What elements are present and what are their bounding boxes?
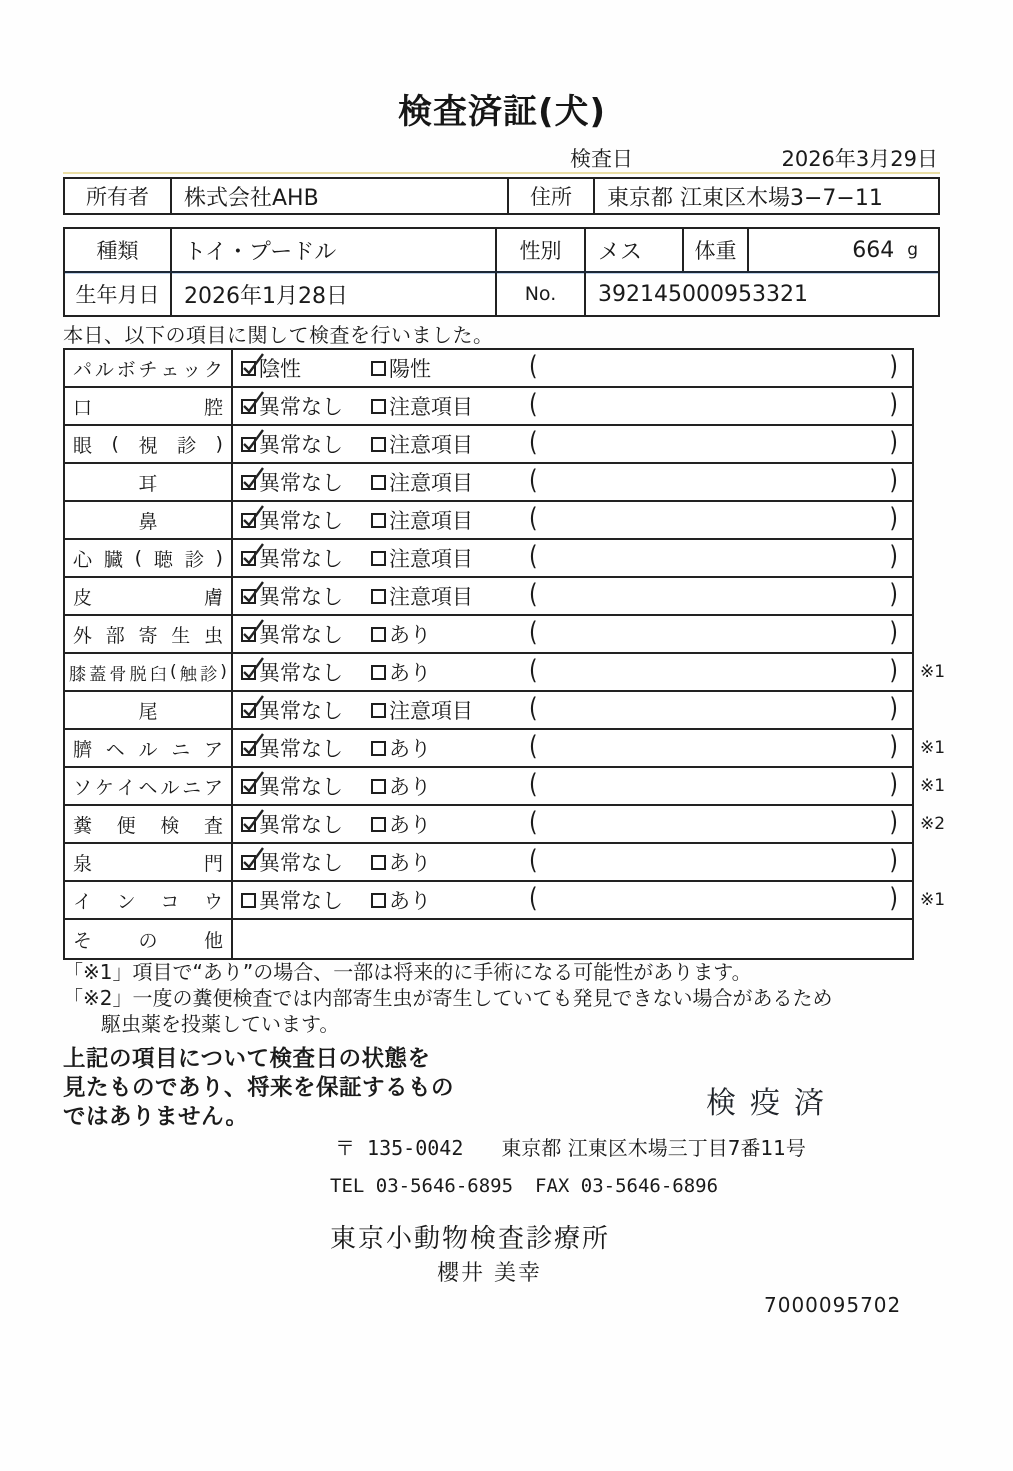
checklist-option — [371, 350, 431, 386]
checklist-option — [241, 540, 343, 576]
label-char: 診 — [200, 664, 218, 685]
option-label: 注意項目 — [389, 433, 473, 457]
checklist-option — [241, 692, 343, 728]
paren-close: ) — [889, 466, 898, 496]
check-mark-icon — [240, 428, 267, 455]
label-char: ン — [116, 890, 136, 913]
checklist-options — [233, 920, 912, 958]
checkbox-unchecked[interactable] — [371, 361, 386, 376]
label-char: 他 — [203, 929, 223, 952]
checklist-options — [233, 844, 912, 880]
checkbox-unchecked[interactable] — [371, 703, 386, 718]
label-char: ケ — [94, 776, 114, 799]
check-mark-icon — [240, 846, 267, 873]
disclaimer-line-3: ではありません。 — [63, 1104, 249, 1130]
label-char: ル — [94, 358, 114, 381]
birth-label: 生年月日 — [75, 283, 160, 307]
checkbox-unchecked[interactable] — [371, 551, 386, 566]
checkbox-checked[interactable] — [241, 855, 256, 870]
footnotes — [63, 959, 832, 1037]
option-label: あり — [389, 775, 431, 799]
option-label: 注意項目 — [389, 509, 473, 533]
option-label: 異常なし — [259, 851, 343, 875]
checkbox-checked[interactable] — [241, 741, 256, 756]
label-char: 虫 — [203, 624, 223, 647]
option-label: 異常なし — [259, 471, 343, 495]
check-mark-icon — [240, 390, 267, 417]
label-char: 骨 — [109, 664, 127, 685]
inspection-date — [570, 143, 938, 173]
checklist-row — [65, 540, 912, 578]
checklist-item-label — [65, 464, 233, 500]
paren-close: ) — [889, 770, 898, 800]
paren-close: ) — [889, 352, 898, 382]
checkbox-checked[interactable] — [241, 589, 256, 604]
checklist-option — [241, 426, 343, 462]
paren-close: ) — [889, 580, 898, 610]
paren-open: ( — [529, 504, 538, 534]
label-char: 触 — [179, 664, 197, 685]
paren-open: ( — [529, 618, 538, 648]
checklist-option — [241, 730, 343, 766]
option-label: 異常なし — [259, 737, 343, 761]
clinic-street-address: 東京都 江東区木場三丁目7番11号 — [501, 1136, 806, 1160]
intro-sentence: 本日、以下の項目に関して検査を行いました。 — [63, 323, 494, 347]
checkbox-unchecked[interactable] — [241, 893, 256, 908]
paren-open: ( — [529, 732, 538, 762]
page-title: 検査済証(犬) — [398, 92, 607, 132]
birth-value: 2026年1月28日 — [170, 273, 495, 315]
option-label: 異常なし — [259, 813, 343, 837]
reference-mark: ※2 — [920, 814, 946, 834]
label-char: ル — [138, 738, 158, 761]
address-value: 東京都 江東区木場3−7−11 — [593, 179, 938, 213]
checkbox-checked[interactable] — [241, 665, 256, 680]
checklist-row — [65, 844, 912, 882]
check-mark-icon — [240, 466, 267, 493]
checklist-row — [65, 616, 912, 654]
option-label: 異常なし — [259, 509, 343, 533]
checklist-item-label — [65, 578, 233, 614]
footnote-1: 「※1」項目で“あり”の場合、一部は将来的に手術になる可能性があります。 — [63, 960, 752, 984]
label-char: チ — [138, 358, 158, 381]
label-char: 腔 — [203, 396, 223, 419]
paren-close: ) — [889, 428, 898, 458]
tel-fax-line — [330, 1175, 718, 1197]
checklist-row — [65, 654, 946, 692]
label-char: コ — [160, 890, 180, 913]
breed-label: 種類 — [96, 239, 139, 263]
checklist-option — [241, 388, 343, 424]
checklist-option — [241, 882, 343, 918]
label-char: ル — [160, 776, 180, 799]
checkbox-checked[interactable] — [241, 779, 256, 794]
sex-label: 性別 — [495, 229, 584, 271]
paren-open: ( — [529, 808, 538, 838]
label-char: ) — [215, 433, 223, 455]
label-char: 臓 — [103, 548, 123, 571]
checklist-option — [241, 768, 343, 804]
checklist-row — [65, 692, 912, 730]
checklist-option — [371, 388, 473, 424]
checklist-row — [65, 464, 912, 502]
checklist-options — [233, 768, 912, 804]
label-char: ( — [170, 662, 177, 682]
checkbox-unchecked[interactable] — [371, 627, 386, 642]
checklist-item-label — [65, 920, 233, 958]
checklist-options — [233, 692, 912, 728]
label-char: 生 — [171, 624, 191, 647]
fax-number: FAX 03-5646-6896 — [535, 1175, 719, 1197]
label-char: 脱 — [129, 664, 147, 685]
inspection-date-value: 2026年3月29日 — [781, 147, 938, 171]
checklist-options — [233, 540, 912, 576]
checklist-options — [233, 882, 912, 918]
info-row-birth — [65, 273, 938, 315]
option-label: 注意項目 — [389, 471, 473, 495]
option-label: あり — [389, 813, 431, 837]
sex-value: メス — [584, 229, 682, 271]
reference-mark: ※1 — [920, 662, 946, 682]
option-label: 注意項目 — [389, 395, 473, 419]
tel-number: TEL 03-5646-6895 — [330, 1175, 514, 1197]
checkbox-checked[interactable] — [241, 475, 256, 490]
option-label: 異常なし — [259, 433, 343, 457]
checklist-option — [371, 502, 473, 538]
paren-open: ( — [529, 542, 538, 572]
label-char: 糞 — [73, 814, 93, 837]
checklist-table — [63, 348, 946, 960]
label-char: ソ — [73, 776, 93, 799]
checklist-option — [371, 654, 431, 690]
reference-mark: ※1 — [920, 890, 946, 910]
checkbox-unchecked[interactable] — [371, 475, 386, 490]
paren-open: ( — [529, 352, 538, 382]
checklist-option — [371, 730, 431, 766]
label-char: 門 — [203, 852, 223, 875]
examiner-name: 櫻井 美幸 — [437, 1261, 542, 1286]
label-char: ( — [111, 433, 119, 455]
option-label: 異常なし — [259, 889, 343, 913]
checklist-option — [371, 768, 431, 804]
option-label: 陽性 — [389, 357, 431, 381]
checklist-option — [241, 350, 301, 386]
label-char: 蓋 — [89, 664, 107, 685]
no-value: 392145000953321 — [584, 273, 938, 315]
checklist-option — [241, 844, 343, 880]
paren-open: ( — [529, 580, 538, 610]
label-char: 寄 — [138, 624, 158, 647]
checklist-options — [233, 464, 912, 500]
checkbox-unchecked[interactable] — [371, 893, 386, 908]
option-label: 異常なし — [259, 623, 343, 647]
label-char: 膝 — [69, 664, 86, 685]
check-mark-icon — [240, 580, 267, 607]
checkbox-unchecked[interactable] — [371, 399, 386, 414]
label-char: ) — [220, 662, 227, 682]
option-label: 異常なし — [259, 661, 343, 685]
quarantine-stamp: 検疫済 — [706, 1086, 838, 1121]
paren-open: ( — [529, 884, 538, 914]
label-char: ( — [134, 547, 143, 569]
option-label: 異常なし — [259, 699, 343, 723]
checklist-item-label — [65, 388, 233, 424]
option-label: あり — [389, 889, 431, 913]
label-char: ウ — [203, 890, 223, 913]
label-char: 膚 — [203, 586, 223, 609]
label-char: ボ — [116, 358, 136, 381]
reference-mark: ※1 — [920, 776, 946, 796]
address-label: 住所 — [507, 179, 593, 213]
info-row-breed — [65, 229, 938, 273]
checklist-row — [65, 730, 946, 768]
info-table — [63, 227, 940, 317]
label-char: イ — [73, 890, 93, 913]
checkbox-checked[interactable] — [241, 513, 256, 528]
option-label: 陰性 — [259, 357, 301, 381]
checkbox-unchecked[interactable] — [371, 513, 386, 528]
checkbox-checked[interactable] — [241, 817, 256, 832]
checklist-options — [233, 388, 912, 424]
no-label: No. — [495, 273, 584, 315]
checklist-item-label — [65, 692, 233, 728]
label-char: ェ — [160, 358, 180, 381]
check-mark-icon — [240, 618, 267, 645]
label-char: 皮 — [73, 586, 93, 609]
checklist-option — [241, 578, 343, 614]
paren-open: ( — [529, 428, 538, 458]
checklist-options — [233, 502, 912, 538]
paren-open: ( — [529, 466, 538, 496]
label-char: 鼻 — [138, 510, 158, 533]
option-label: 注意項目 — [389, 699, 473, 723]
checkbox-checked[interactable] — [241, 551, 256, 566]
label-char: 心 — [73, 548, 93, 571]
checklist-item-label — [65, 502, 233, 538]
label-char: 診 — [177, 434, 197, 457]
check-mark-icon — [240, 656, 267, 683]
label-char: そ — [73, 929, 93, 952]
checkbox-unchecked[interactable] — [371, 665, 386, 680]
option-label: あり — [389, 851, 431, 875]
weight-value: 664 — [852, 237, 895, 263]
checklist-option — [371, 578, 473, 614]
owner-value: 株式会社AHB — [170, 179, 507, 213]
clinic-address-line — [335, 1132, 806, 1161]
label-char: ア — [203, 738, 223, 761]
checklist-row — [65, 426, 912, 464]
label-char: 臼 — [149, 664, 167, 685]
checklist-item-label — [65, 426, 233, 462]
label-char: の — [138, 929, 158, 952]
checkbox-unchecked[interactable] — [371, 589, 386, 604]
owner-label: 所有者 — [86, 185, 149, 209]
label-char: 口 — [73, 396, 93, 419]
checkbox-checked[interactable] — [241, 627, 256, 642]
label-char: 臍 — [73, 738, 93, 761]
check-mark-icon — [240, 542, 267, 569]
check-mark-icon — [240, 732, 267, 759]
checklist-item-label — [65, 882, 233, 918]
document-number: 7000095702 — [764, 1293, 902, 1317]
label-char: ア — [203, 776, 223, 799]
paren-close: ) — [889, 390, 898, 420]
checklist-row — [65, 920, 912, 958]
label-char: ニ — [171, 738, 191, 761]
checkbox-unchecked[interactable] — [371, 779, 386, 794]
label-char: 外 — [73, 624, 93, 647]
checklist-row — [65, 350, 912, 388]
footnote-2: 「※2」一度の糞便検査では内部寄生虫が寄生していても発見できない場合があるため — [63, 986, 833, 1010]
checklist-option — [371, 426, 473, 462]
paren-close: ) — [889, 656, 898, 686]
label-char: 便 — [116, 814, 136, 837]
checklist-options — [233, 578, 912, 614]
check-mark-icon — [240, 504, 267, 531]
paren-close: ) — [889, 694, 898, 724]
checklist-item-label — [65, 350, 233, 386]
checklist-option — [371, 464, 473, 500]
option-label: 注意項目 — [389, 547, 473, 571]
checklist-options — [233, 426, 912, 462]
label-char: ク — [203, 358, 223, 381]
label-char: 泉 — [73, 852, 93, 875]
paren-open: ( — [529, 846, 538, 876]
label-char: パ — [73, 358, 93, 381]
option-label: あり — [389, 661, 431, 685]
paren-open: ( — [529, 390, 538, 420]
label-char: 診 — [184, 548, 204, 571]
checklist-option — [241, 502, 343, 538]
paren-open: ( — [529, 694, 538, 724]
checklist-row — [65, 578, 912, 616]
checkbox-checked[interactable] — [241, 399, 256, 414]
reference-mark: ※1 — [920, 738, 946, 758]
option-label: 異常なし — [259, 395, 343, 419]
checklist-options — [233, 350, 912, 386]
owner-table — [63, 177, 940, 215]
footnote-2-cont: 駆虫薬を投薬しています。 — [101, 1012, 340, 1036]
label-char: 部 — [105, 624, 125, 647]
paren-close: ) — [889, 884, 898, 914]
checklist-item-label — [65, 540, 233, 576]
checklist-row — [65, 388, 912, 426]
option-label: あり — [389, 623, 431, 647]
weight-value-cell — [747, 229, 938, 271]
checkbox-checked[interactable] — [241, 437, 256, 452]
checklist-item-label — [65, 844, 233, 880]
checklist-option — [241, 806, 343, 842]
paren-close: ) — [889, 542, 898, 572]
disclaimer-line-1: 上記の項目について検査日の状態を — [63, 1046, 431, 1072]
label-char: 視 — [138, 434, 158, 457]
checkbox-checked[interactable] — [241, 703, 256, 718]
check-mark-icon — [240, 808, 267, 835]
label-char: ニ — [182, 776, 202, 799]
checklist-row — [65, 882, 946, 920]
check-mark-icon — [240, 694, 267, 721]
label-char: 検 — [160, 814, 180, 837]
weight-unit: g — [907, 240, 918, 260]
option-label: 異常なし — [259, 547, 343, 571]
paren-open: ( — [529, 770, 538, 800]
label-char: 耳 — [138, 472, 158, 495]
label-char: 聴 — [153, 548, 173, 571]
checklist-item-label — [65, 768, 233, 804]
checklist-option — [371, 692, 473, 728]
checklist-option — [241, 654, 343, 690]
checklist-option — [371, 882, 431, 918]
checklist-options — [233, 616, 912, 652]
checklist-options — [233, 730, 912, 766]
checklist-row — [65, 502, 912, 540]
checkbox-unchecked[interactable] — [371, 741, 386, 756]
check-mark-icon — [240, 352, 267, 379]
checkbox-unchecked[interactable] — [371, 855, 386, 870]
check-mark-icon — [240, 770, 267, 797]
paren-close: ) — [889, 732, 898, 762]
checklist-option — [371, 540, 473, 576]
weight-label: 体重 — [682, 229, 747, 271]
breed-value: トイ・プードル — [170, 229, 495, 271]
checklist-options — [233, 654, 912, 690]
label-char: 査 — [203, 814, 223, 837]
checkbox-unchecked[interactable] — [371, 817, 386, 832]
label-char: 尾 — [138, 700, 158, 723]
option-label: あり — [389, 737, 431, 761]
option-label: 異常なし — [259, 585, 343, 609]
label-char: ヘ — [105, 738, 125, 761]
paren-close: ) — [889, 504, 898, 534]
checklist-option — [241, 616, 343, 652]
checklist-item-label — [65, 730, 233, 766]
disclaimer-line-2: 見たものであり、将来を保証するもの — [63, 1075, 455, 1101]
label-char: ヘ — [138, 776, 158, 799]
checklist-option — [371, 844, 431, 880]
checklist-item-label — [65, 616, 233, 652]
paren-close: ) — [889, 618, 898, 648]
paren-close: ) — [889, 846, 898, 876]
checklist-row — [65, 768, 946, 806]
checklist-option — [371, 616, 431, 652]
postal-code: 〒 135-0042 — [335, 1136, 464, 1160]
option-label: 異常なし — [259, 775, 343, 799]
checkbox-checked[interactable] — [241, 361, 256, 376]
paren-close: ) — [889, 808, 898, 838]
checklist-row — [65, 806, 946, 844]
checklist-item-label — [65, 654, 233, 690]
label-char: イ — [116, 776, 136, 799]
option-label: 注意項目 — [389, 585, 473, 609]
checklist-options — [233, 806, 912, 842]
disclaimer — [63, 1045, 454, 1132]
checklist-item-label — [65, 806, 233, 842]
clinic-name: 東京小動物検査診療所 — [330, 1224, 611, 1254]
checklist-option — [371, 806, 431, 842]
checkbox-unchecked[interactable] — [371, 437, 386, 452]
inspection-date-label: 検査日 — [570, 147, 633, 171]
paren-open: ( — [529, 656, 538, 686]
label-char: ) — [215, 547, 223, 569]
checklist-option — [241, 464, 343, 500]
label-char: ッ — [182, 358, 202, 381]
label-char: 眼 — [73, 434, 93, 457]
